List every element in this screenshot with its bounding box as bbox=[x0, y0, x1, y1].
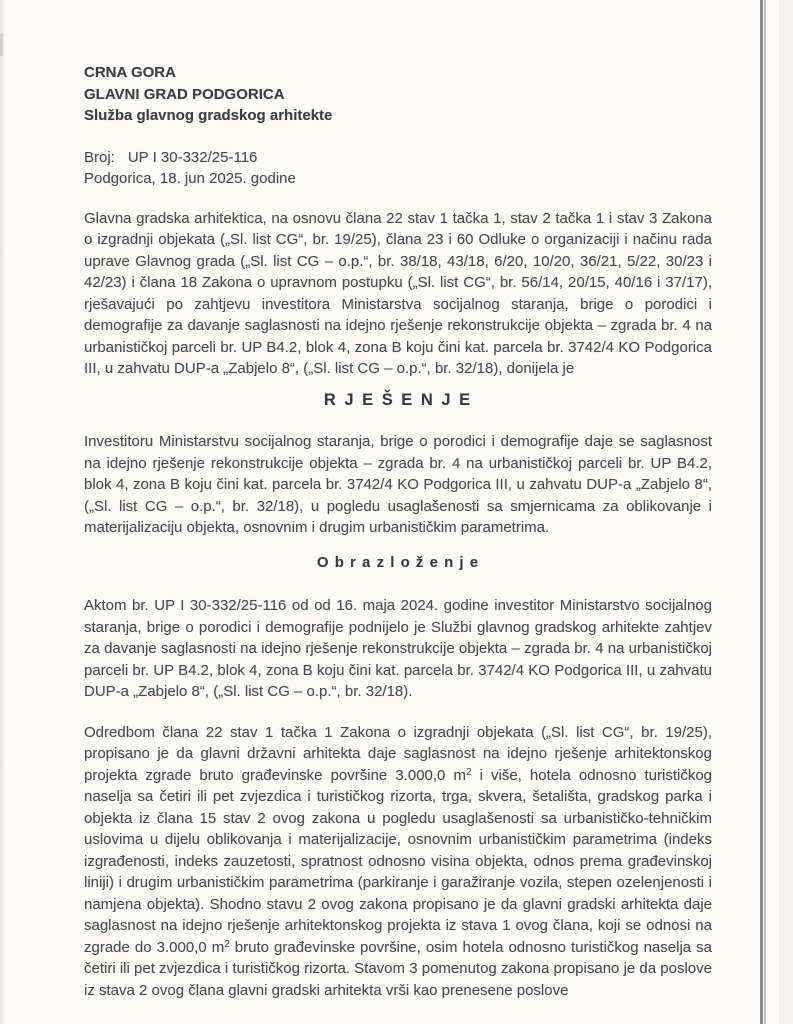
square-meter-superscript-1: 2 bbox=[465, 766, 472, 778]
intro-paragraph: Glavna gradska arhitektica, na osnovu člana 22 stav 1 tačka 1, stav 2 tačka 1 i stav 3 Zakona o izgradnji objekata („Sl. list CG“, br. 19/25), člana 23 i 60 Odluke o organizaciji i načinu rada uprave Glavnog grada („Sl. list CG – o.p.“, br. 38/18, 43/18, 6/20, 10/20, 36/21, 5/22, 30/23 i 42/23) i člana 18 Zakona o upravnom postupku („Sl. list CG“, br. 56/14, 20/15, 40/16 i 37/17), rješavajući po zahtjevu investitora Ministarstva socijalnog staranja, brige o porodici i demografije za davanje saglasnosti na idejno rješenje rekonstrukcije objekta – zgrada br. 4 na urbanističkoj parceli br. UP B4.2, blok 4, zona B koju čini kat. parcela br. 3742/4 KO Podgorica III, u zahvatu DUP-a „Zabjelo 8“, („Sl. list CG – o.p.“, br. 32/18), donijela je bbox=[84, 209, 712, 377]
square-meter-superscript-2: 2 bbox=[224, 938, 230, 950]
letterhead-office: Služba glavnog gradskog arhitekte bbox=[84, 107, 333, 124]
decision-paragraph: Investitoru Ministarstvu socijalnog staranja, brige o porodici i demografije daje se saglasnost na idejno rješenje rekonstrukcije objekta – zgrada br. 4 na urbanističkoj parceli br. UP B4.2, blok 4, zona B koju čini kat. parcela br. 3742/4 KO Podgorica III, u zahvatu DUP-a „Zabjelo 8“, („Sl. list CG – o.p.“, br. 32/18), u pogledu usaglašenosti sa smjernicama za oblikovanje i materijalizaciju objekta, osnovnim i drugim urbanističkim parametrima. bbox=[84, 433, 712, 536]
case-number-value: UP I 30-332/25-116 bbox=[127, 148, 258, 166]
case-number-line bbox=[84, 147, 712, 169]
reference-block bbox=[84, 147, 712, 190]
explanation-p2-part3: bruto građevinske površine, osim hotela odnosno turističkog naselja sa četiri ili pet zvjezdica i turističkog rizorta. Stavom 3 pomenutog zakona propisano je da poslove iz stava 2 ovog člana glavni gradski arhitekta vrši kao prenesene poslove bbox=[84, 938, 713, 999]
explanation-p2-part1: Odredbom člana 22 stav 1 tačka 1 Zakona o izgradnji objekata („Sl. list CG“, br. 19/25), propisano je da glavni državni arhitekta daje saglasnost na idejno rješenje arhitektonskog projekta zgrade bruto građevinske površine 3.000,0 m bbox=[84, 723, 712, 784]
left-scan-speck bbox=[0, 34, 3, 56]
case-number-label: Broj: bbox=[84, 148, 115, 166]
scan-page-edge-line-light bbox=[764, 0, 766, 1024]
place-date-line: Podgorica, 18. jun 2025. godine bbox=[84, 170, 296, 187]
decision-heading: R J E Š E N J E bbox=[323, 390, 473, 409]
scan-page-edge-line-dark bbox=[760, 0, 763, 1024]
letterhead-city: GLAVNI GRAD PODGORICA bbox=[84, 85, 285, 103]
document-content bbox=[84, 62, 712, 1001]
explanation-paragraph-1: Aktom br. UP I 30-332/25-116 od od 16. maja 2024. godine investitor Ministarstvo socijalnog staranja, brige o porodici i demografije podnijelo je Službi glavnog gradskog arhitekte zahtjev za davanje saglasnosti na idejno rješenje rekonstrukcije objekta – zgrada br. 4 na urbanističkoj parceli br. UP B4.2, blok 4, zona B koju čini kat. parcela br. 3742/4 KO Podgorica III, u zahvatu DUP-a „Zabjelo 8“, („Sl. list CG – o.p.“, br. 32/18). bbox=[84, 597, 712, 700]
explanation-heading: O b r a z l o ž e n j e bbox=[316, 553, 480, 571]
scan-right-paper-edge bbox=[779, 0, 793, 1024]
left-scan-shadow bbox=[0, 0, 6, 1024]
explanation-paragraph-2 bbox=[84, 722, 712, 1002]
letterhead bbox=[84, 62, 712, 127]
letterhead-country: CRNA GORA bbox=[84, 64, 176, 81]
explanation-p2-part2: i više, hotela odnosno turističkog naselja sa četiri ili pet zvjezdica i turističkog rizorta, trga, skvera, šetališta, gradskog parka i objekta iz člana 15 stav 2 ovog zakona u pogledu usaglašenosti sa urbanističko-tehničkim uslovima u dijelu oblikovanja i materijalizacije, osnovnim urbanističkim parametrima (indeks izgrađenosti, indeks zauzetosti, spratnost odnosno visina objekta, odnos prema građevinskoj liniji) i drugim urbanističkim parametrima (parkiranje i garažiranje vozila, stepen ozelenjenosti i namjena objekta). Shodno stavu 2 ovog zakona propisano je da glavni gradski arhitekta daje saglasnost na idejno rješenje arhitektonskog projekta iz stava 1 ovog člana, koji se odnosi na zgrade do 3.000,0 m bbox=[84, 766, 712, 956]
